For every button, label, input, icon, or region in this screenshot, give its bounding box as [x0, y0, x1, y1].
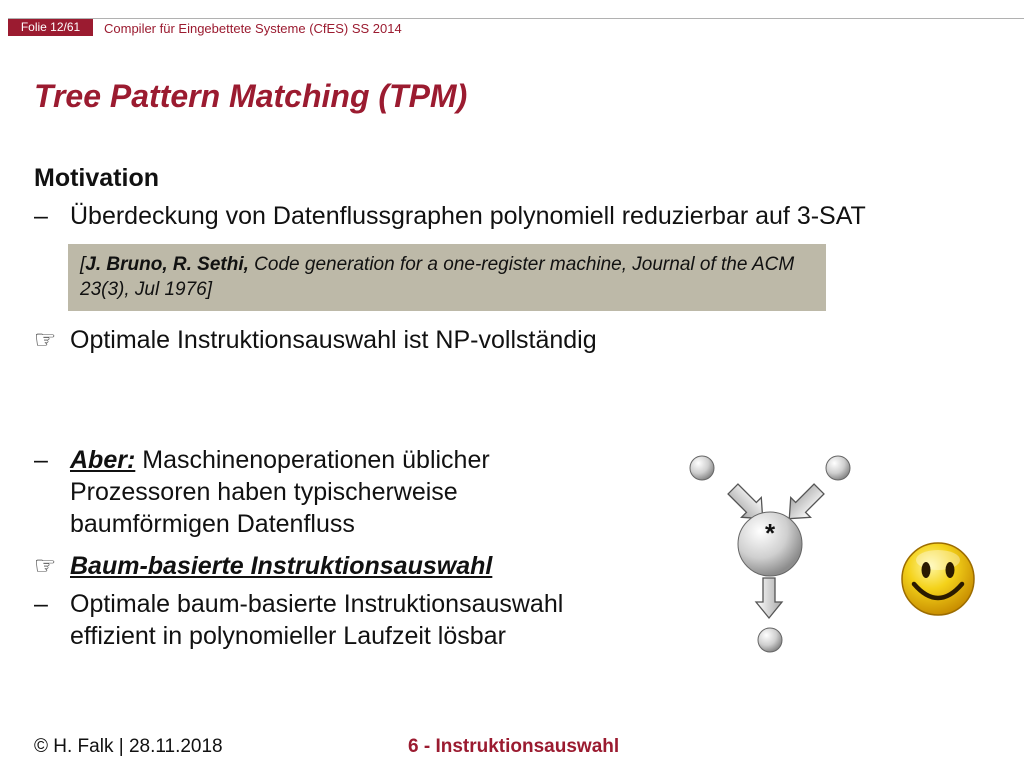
reference-open: [: [80, 254, 86, 275]
slide-number-tag: Folie 12/61: [8, 19, 93, 36]
operator-label: *: [764, 518, 776, 548]
hand-pointer-icon: ☞: [34, 326, 57, 354]
header-rule: [8, 18, 1024, 19]
aber-label: Aber:: [70, 446, 136, 474]
efficient-text-2: effizient in polynomieller Laufzeit lösbar: [70, 622, 506, 650]
motivation-text-2: Optimale Instruktionsauswahl ist NP-vollständig: [70, 326, 597, 354]
reference-box: [68, 244, 826, 311]
leaf-node-left: [690, 456, 714, 480]
reference-rest: Code generation for a one-register machine, Journal of the ACM 23(3), Jul 1976]: [80, 254, 795, 300]
footer-author-date: © H. Falk | 28.11.2018: [34, 736, 223, 757]
aber-bullet: [34, 444, 490, 538]
motivation-text-1: Überdeckung von Datenflussgraphen polynomiell reduzierbar auf 3-SAT: [70, 202, 866, 230]
tree-diagram: [680, 448, 870, 660]
aber-text-3: baumförmigen Datenfluss: [70, 510, 355, 538]
motivation-bullet-2: [34, 324, 597, 356]
smiley-icon: [898, 540, 978, 618]
dash-bullet: –: [34, 590, 48, 618]
tree-selection-text: Baum-basierte Instruktionsauswahl: [70, 552, 493, 580]
leaf-node-right: [826, 456, 850, 480]
motivation-bullet-1: [34, 200, 866, 232]
motivation-heading: Motivation: [34, 164, 159, 192]
dash-bullet: –: [34, 446, 48, 474]
aber-text-1: Maschinenoperationen üblicher: [135, 446, 490, 474]
dash-bullet: –: [34, 202, 48, 230]
result-node: [758, 628, 782, 652]
slide-title: Tree Pattern Matching (TPM): [34, 78, 468, 114]
course-title: Compiler für Eingebettete Systeme (CfES) SS 2014: [104, 21, 402, 36]
efficient-text-1: Optimale baum-basierte Instruktionsauswahl: [70, 590, 564, 618]
efficient-bullet: [34, 588, 564, 650]
reference-authors: J. Bruno, R. Sethi,: [85, 254, 249, 275]
hand-pointer-icon: ☞: [34, 552, 57, 580]
footer-section: 6 - Instruktionsauswahl: [408, 736, 620, 757]
tree-selection-bullet: [34, 550, 493, 582]
aber-text-2: Prozessoren haben typischerweise: [70, 478, 458, 506]
arrow-root-to-result: [756, 578, 782, 618]
